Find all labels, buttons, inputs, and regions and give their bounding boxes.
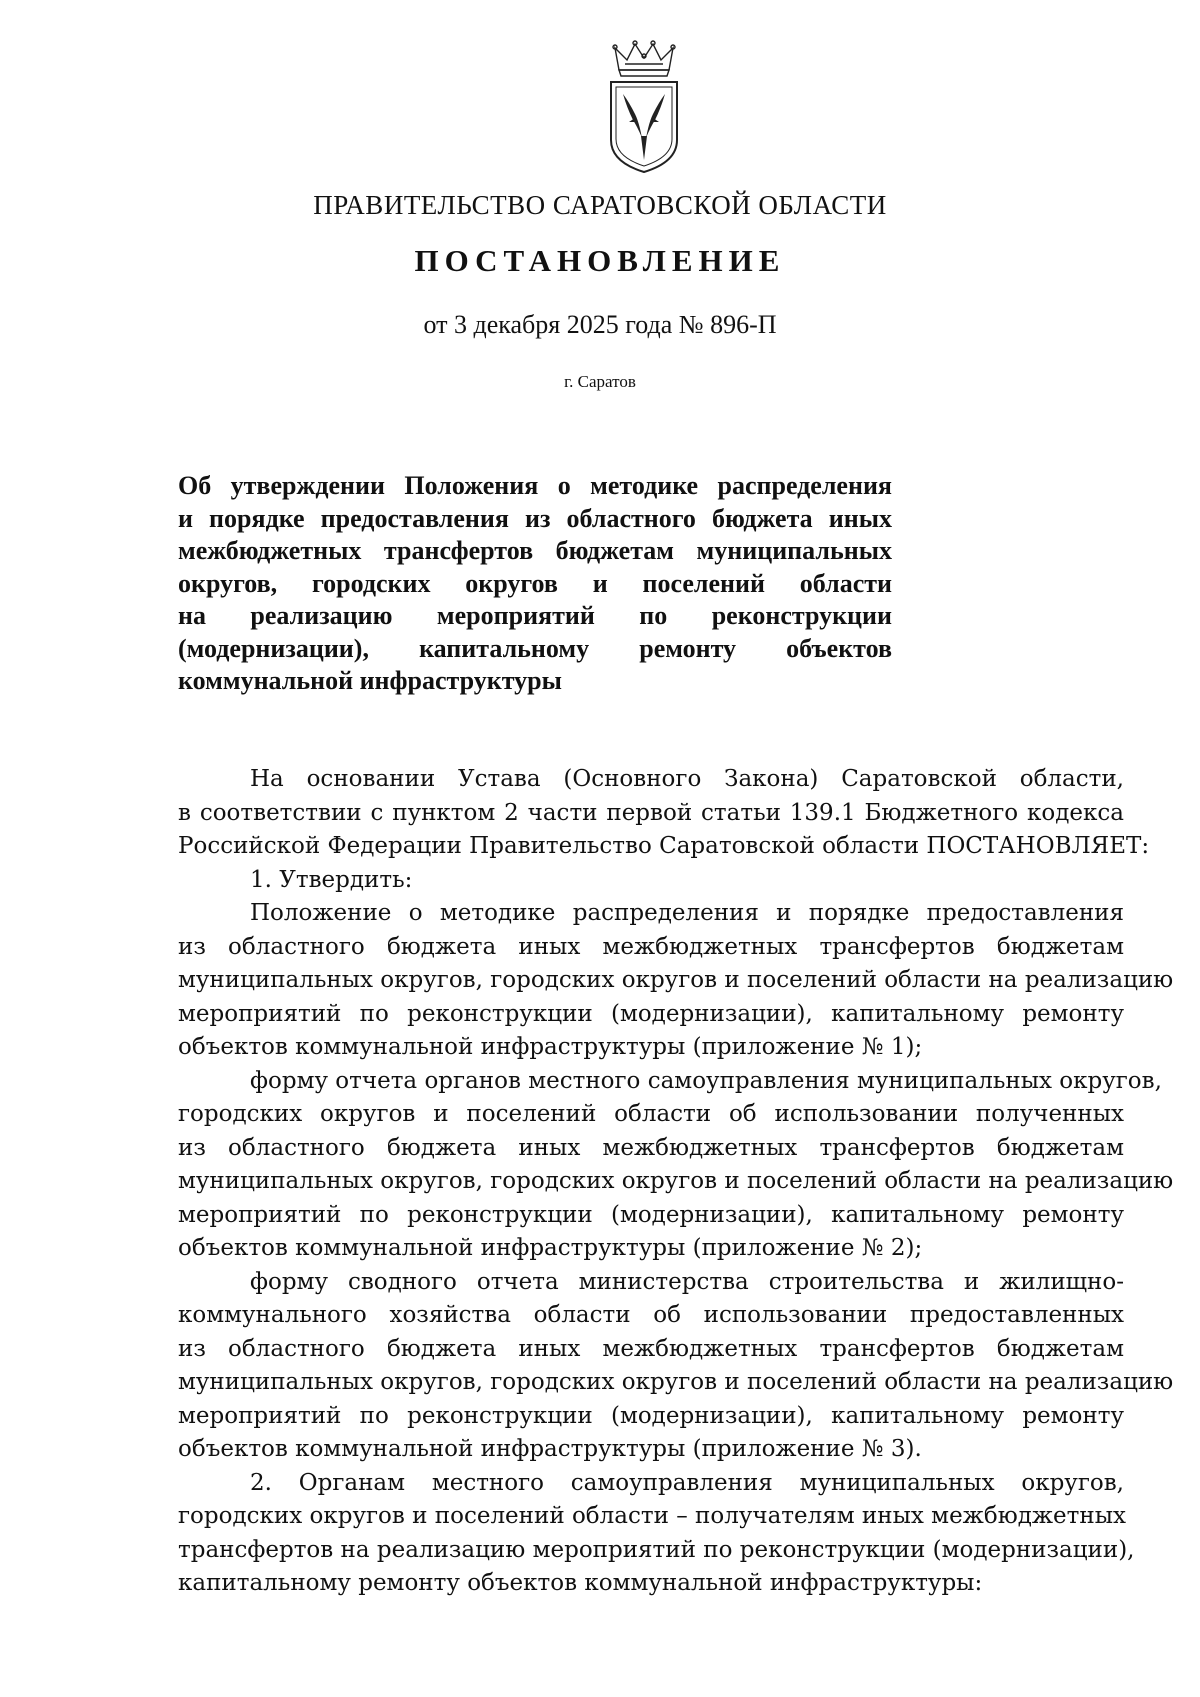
body-line: объектов коммунальной инфраструктуры (приложение № 1); [178, 1034, 923, 1060]
subject-line: Об утверждении Положения о методике распределения [178, 471, 892, 500]
body-line: На основании Устава (Основного Закона) Саратовской области, [250, 766, 1124, 792]
body-line: объектов коммунальной инфраструктуры (приложение № 3). [178, 1436, 922, 1462]
document-type: ПОСТАНОВЛЕНИЕ [414, 243, 786, 278]
body-line: трансфертов на реализацию мероприятий по реконструкции (модернизации), [178, 1536, 1135, 1563]
subject-line: на реализацию мероприятий по реконструкции [178, 601, 892, 630]
subject-line: округов, городских округов и поселений области [178, 568, 892, 598]
document-date-number: от 3 декабря 2025 года № 896-П [423, 310, 777, 339]
body-line: муниципальных округов, городских округов и поселений области на реализацию [178, 1168, 1174, 1194]
subject-line: коммунальной инфраструктуры [178, 666, 562, 695]
document-city: г. Саратов [564, 372, 636, 391]
body-line: в соответствии с пунктом 2 части первой статьи 139.1 Бюджетного кодекса [178, 799, 1124, 826]
body-line: объектов коммунальной инфраструктуры (приложение № 2); [178, 1235, 923, 1261]
saratov-coat-of-arms-icon [605, 40, 683, 175]
body-line: 1. Утвердить: [250, 866, 413, 893]
body-line: капитальному ремонту объектов коммунальной инфраструктуры: [178, 1570, 983, 1596]
government-name: ПРАВИТЕЛЬСТВО САРАТОВСКОЙ ОБЛАСТИ [313, 190, 887, 220]
body-line: муниципальных округов, городских округов и поселений области на реализацию [178, 967, 1174, 993]
body-line: из областного бюджета иных межбюджетных трансфертов бюджетам [178, 1335, 1124, 1362]
body-line: Положение о методике распределения и порядке предоставления [250, 900, 1124, 926]
document-subject [178, 470, 892, 698]
body-line: городских округов и поселений области об использовании полученных [178, 1101, 1124, 1127]
body-line: мероприятий по реконструкции (модернизации), капитальному ремонту [178, 1201, 1124, 1228]
body-line: муниципальных округов, городских округов и поселений области на реализацию [178, 1369, 1174, 1395]
subject-line: межбюджетных трансфертов бюджетам муниципальных [178, 536, 892, 565]
document-body [178, 763, 1174, 1601]
body-line: форму сводного отчета министерства строительства и жилищно- [250, 1268, 1124, 1295]
body-line: коммунального хозяйства области об использовании предоставленных [178, 1302, 1124, 1328]
body-line: форму отчета органов местного самоуправления муниципальных округов, [250, 1067, 1162, 1094]
body-line: из областного бюджета иных межбюджетных трансфертов бюджетам [178, 1134, 1124, 1161]
body-line: Российской Федерации Правительство Саратовской области ПОСТАНОВЛЯЕТ: [178, 833, 1150, 859]
subject-line: и порядке предоставления из областного бюджета иных [178, 503, 892, 533]
subject-line: (модернизации), капитальному ремонту объектов [178, 633, 892, 663]
body-line: городских округов и поселений области – получателям иных межбюджетных [178, 1503, 1126, 1529]
body-line: из областного бюджета иных межбюджетных трансфертов бюджетам [178, 933, 1124, 960]
body-line: мероприятий по реконструкции (модернизации), капитальному ремонту [178, 1402, 1124, 1429]
body-line: 2. Органам местного самоуправления муниципальных округов, [250, 1469, 1124, 1496]
body-line: мероприятий по реконструкции (модернизации), капитальному ремонту [178, 1000, 1124, 1027]
